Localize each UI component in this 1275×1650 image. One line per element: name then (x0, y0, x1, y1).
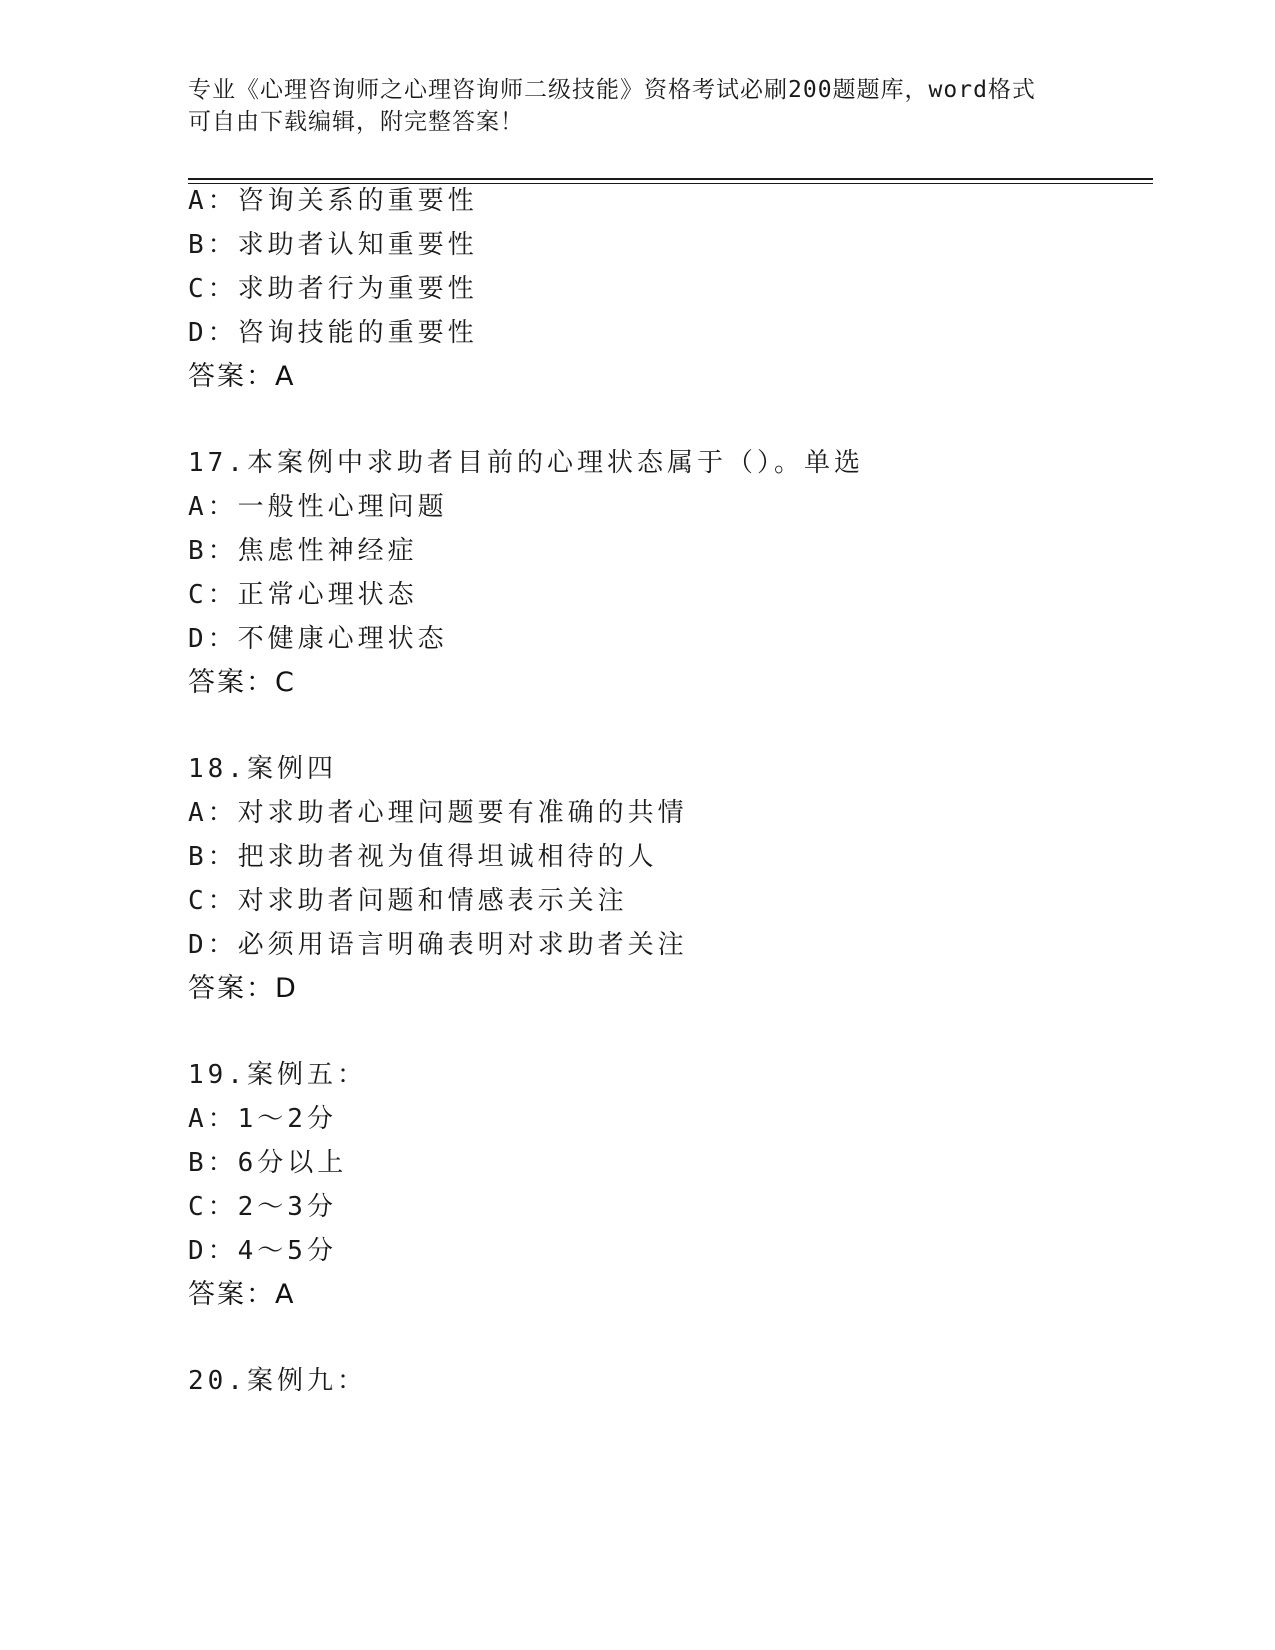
header-divider-thick (188, 178, 1153, 180)
option-c: C：对求助者问题和情感表示关注 (188, 886, 628, 916)
question-17: 17.本案例中求助者目前的心理状态属于（）。单选 (188, 448, 864, 478)
option-b: B：6分以上 (188, 1148, 348, 1178)
question-19: 19.案例五： (188, 1060, 367, 1090)
option-d: D：咨询技能的重要性 (188, 318, 478, 348)
option-c: C：2～3分 (188, 1192, 337, 1222)
header-line-2: 可自由下载编辑，附完整答案！ (188, 109, 524, 135)
answer-label: 答案：A (188, 1279, 296, 1310)
document-header (188, 74, 1088, 138)
option-c: C：求助者行为重要性 (188, 274, 478, 304)
option-d: D：必须用语言明确表明对求助者关注 (188, 930, 688, 960)
answer-label: 答案：C (188, 667, 296, 698)
option-d: D：不健康心理状态 (188, 624, 448, 654)
answer-label: 答案：A (188, 361, 296, 392)
option-b: B：求助者认知重要性 (188, 230, 478, 260)
option-a: A：一般性心理问题 (188, 492, 448, 522)
answer-label: 答案：D (188, 973, 298, 1004)
option-a: A：对求助者心理问题要有准确的共情 (188, 798, 688, 828)
option-b: B：焦虑性神经症 (188, 536, 418, 566)
question-20: 20.案例九： (188, 1366, 367, 1396)
option-d: D：4～5分 (188, 1236, 337, 1266)
option-a: A：1～2分 (188, 1104, 337, 1134)
question-18: 18.案例四 (188, 754, 337, 784)
option-a: A：咨询关系的重要性 (188, 186, 478, 216)
option-c: C：正常心理状态 (188, 580, 418, 610)
header-line-1: 专业《心理咨询师之心理咨询师二级技能》资格考试必刷200题题库，word格式 (188, 77, 1036, 103)
option-b: B：把求助者视为值得坦诚相待的人 (188, 842, 658, 872)
